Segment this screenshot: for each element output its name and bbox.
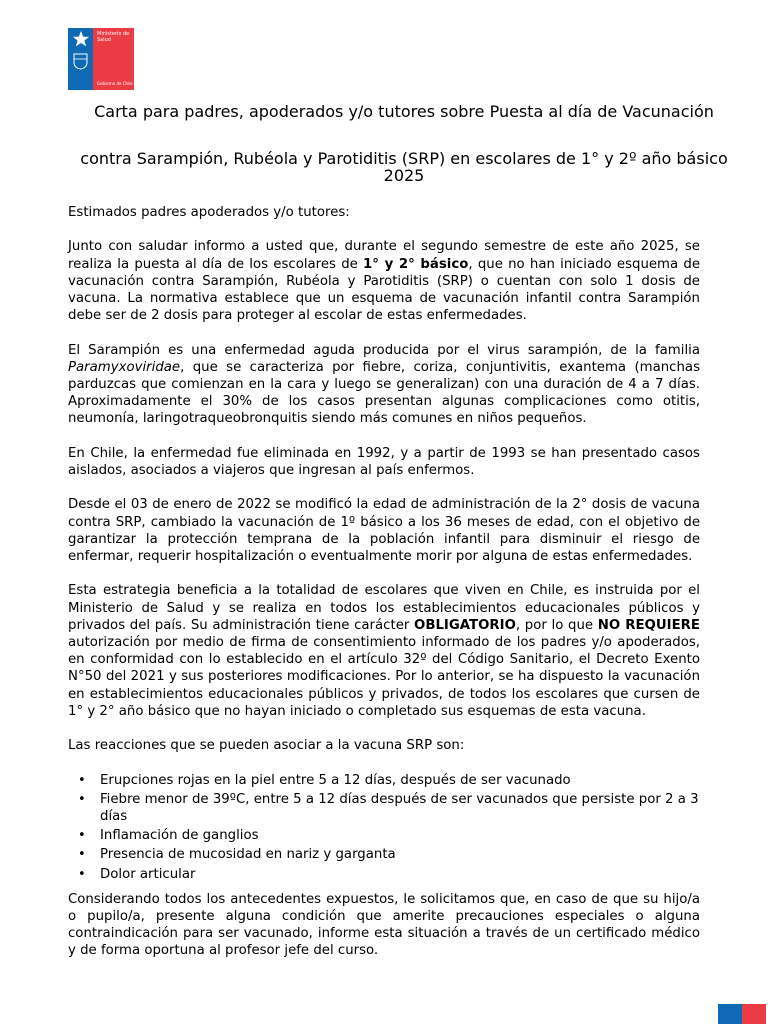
bullet-icon: • — [78, 847, 86, 863]
list-item — [78, 791, 700, 825]
paragraph-intro — [68, 238, 700, 324]
reaction-text: Presencia de mucosidad en nariz y garganta — [100, 847, 396, 863]
intro-grades-bold: 1° y 2° básico — [363, 256, 469, 272]
intro-text-b: , que no han iniciado esquema de vacunación contra Sarampión, Rubéola y Parotiditis (SRP) o cuentan con solo 1 dosis de vacuna. La normativa establece que un esquema de vacunación infantil contra Sarampión debe ser de 2 dosis para proteger al escolar de estas enfermedades. — [68, 256, 701, 324]
strategy-text-b: , por lo que — [515, 617, 598, 633]
letter-body — [68, 204, 700, 960]
coat-of-arms-icon — [73, 53, 88, 70]
letter-subtitle: contra Sarampión, Rubéola y Parotiditis (SRP) en escolares de 1° y 2º año básico 2025 — [80, 149, 728, 185]
letter-title: Carta para padres, apoderados y/o tutores sobre Puesta al día de Vacunación — [94, 102, 714, 121]
reaction-text: Erupciones rojas en la piel entre 5 a 12 días, después de ser vacunado — [100, 772, 571, 788]
greeting: Estimados padres apoderados y/o tutores: — [68, 205, 350, 220]
logo-ministry-text — [97, 31, 129, 43]
paragraph-strategy — [68, 582, 700, 720]
strategy-text-c: autorización por medio de firma de consentimiento informado de los padres y/o apoderados, en conformidad con lo establecido en el artículo 32º del Código Sanitario, el Decreto Exento N°50 del 2021 y sus posteriores modificaciones. Por lo anterior, se ha dispuesto la vacunación en establecimientos educacionales públicos y privados, de todos los escolares que cursen de 1° y 2° año básico que no hayan iniciado o completado sus esquemas de esta vacuna. — [68, 635, 700, 719]
intro-text-a: Junto con saludar informo a usted que, durante el segundo semestre de este año 2025, se realiza la puesta al día de los escolares de — [68, 239, 700, 272]
reaction-text: Inflamación de ganglios — [100, 828, 259, 844]
footer-flag-bar — [718, 1004, 766, 1024]
reactions-list — [68, 772, 700, 883]
bullet-icon: • — [78, 866, 86, 882]
reaction-text: Dolor articular — [100, 866, 196, 882]
logo-line-2: Salud — [97, 37, 111, 43]
strategy-text-a: Esta estrategia beneficia a la totalidad de escolares que viven en Chile, es instruida por el Ministerio de Salud y se realiza en todos los establecimientos educacionales públicos y privados del país. Su administración tiene carácter — [68, 583, 700, 633]
list-item — [78, 846, 700, 863]
measles-text-b: , que se caracteriza por fiebre, coriza, conjuntivitis, exantema (manchas parduzcas que comienzan en la cara y luego se generalizan) con una duración de 4 a 7 días. Aproximadamente el 30% de los casos presentan algunas complicaciones como otitis, neumonía, laringotraqueobronquitis siendo más comunes en niños pequeños. — [68, 359, 700, 427]
list-item — [78, 827, 700, 844]
footer-red-band — [742, 1004, 766, 1024]
measles-text-a: El Sarampión es una enfermedad aguda producida por el virus sarampión, de la familia — [68, 342, 700, 358]
reactions-intro: Las reacciones que se pueden asociar a la vacuna SRP son: — [68, 738, 465, 754]
virus-family-italic: Paramyxoviridae — [68, 359, 181, 375]
bullet-icon: • — [78, 828, 86, 844]
footer-blue-band — [718, 1004, 742, 1024]
paragraph-chile: En Chile, la enfermedad fue eliminada en 1992, y a partir de 1993 se han presentado casos aislados, asociados a viajeros que ingresan al país enfermos. — [68, 445, 700, 478]
logo-government-text: Gobierno de Chile — [97, 81, 133, 86]
star-icon — [72, 30, 90, 48]
bullet-icon: • — [78, 772, 86, 788]
ministry-logo — [68, 28, 134, 90]
logo-line-1: Ministerio de — [97, 31, 130, 37]
not-required-bold: NO REQUIERE — [597, 617, 701, 633]
paragraph-measles — [68, 342, 700, 428]
mandatory-bold: OBLIGATORIO — [414, 617, 516, 633]
bullet-icon: • — [78, 791, 86, 807]
list-item — [78, 772, 700, 789]
list-item — [78, 866, 700, 883]
reaction-text: Fiebre menor de 39ºC, entre 5 a 12 días después de ser vacunados que persiste por 2 a 3 días — [100, 791, 699, 824]
paragraph-request: Considerando todos los antecedentes expuestos, le solicitamos que, en caso de que su hijo/a o pupilo/a, presente alguna condición que amerite precauciones especiales o alguna contraindicación para ser vacunado, informe esta situación a través de un certificado médico y de forma oportuna al profesor jefe del curso. — [68, 891, 700, 959]
paragraph-schedule-change: Desde el 03 de enero de 2022 se modificó la edad de administración de la 2° dosis de vacuna contra SRP, cambiado la vacunación de 1º básico a los 36 meses de edad, con el objetivo de garantizar la protección temprana de la población infantil para disminuir el riesgo de enfermar, requerir hospitalización o eventualmente morir por alguna de estas enfermedades. — [68, 497, 700, 564]
